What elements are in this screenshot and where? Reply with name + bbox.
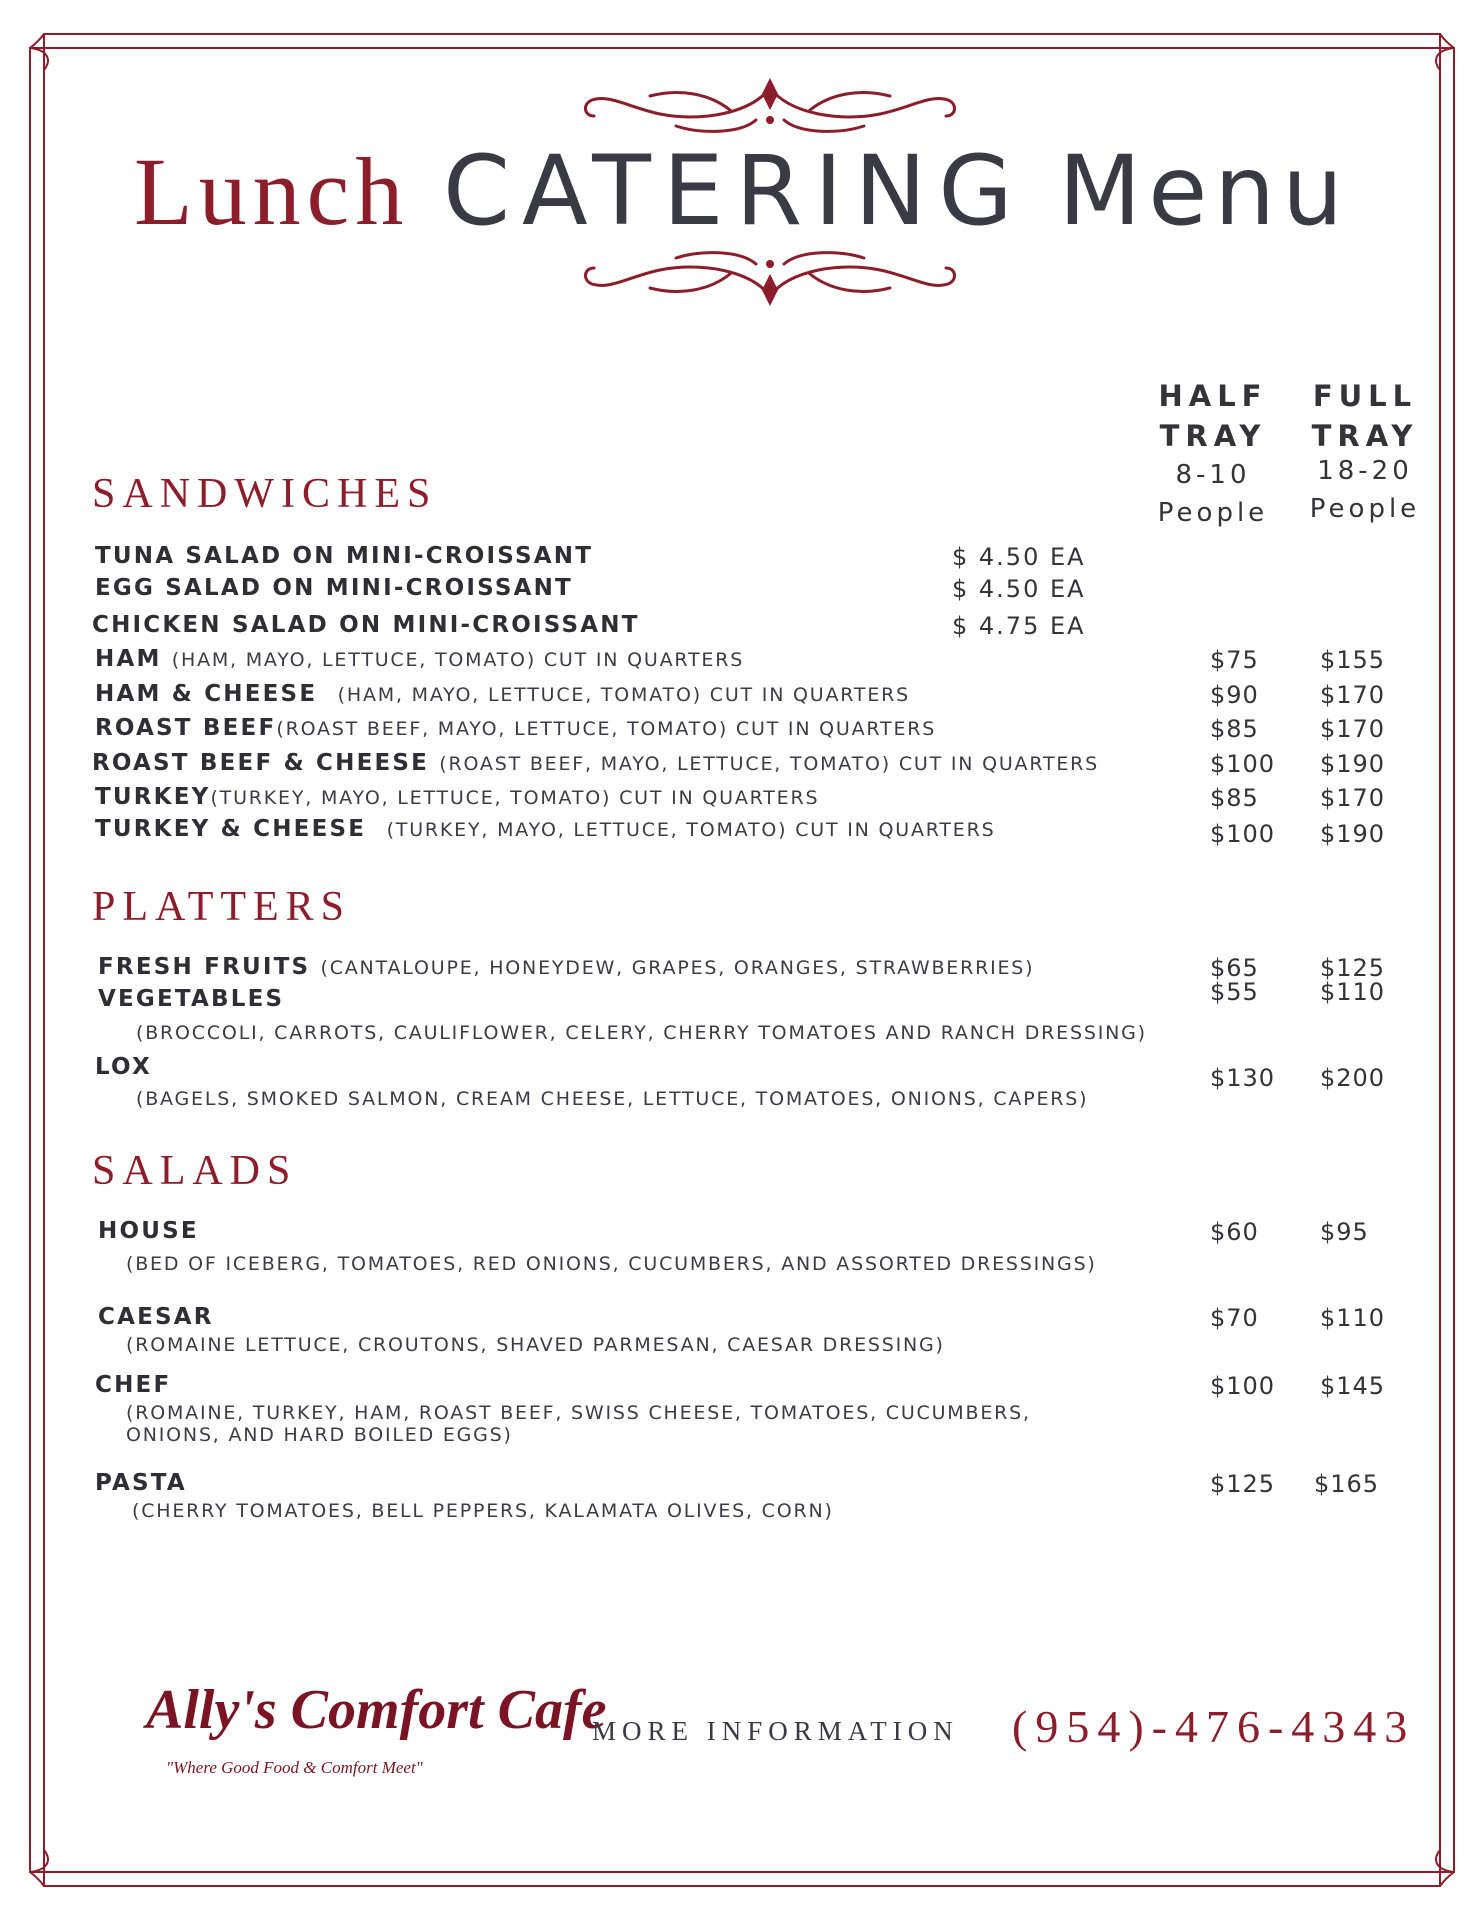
item-name: VEGETABLES <box>98 986 285 1012</box>
page-title <box>0 135 1484 247</box>
item-name: CHEF <box>95 1372 172 1398</box>
item-description: (CANTALOUPE, HONEYDEW, GRAPES, ORANGES, STRAWBERRIES) <box>320 957 1035 979</box>
title-word-lunch: Lunch <box>134 138 410 245</box>
menu-item <box>0 1372 1484 1402</box>
item-name: HOUSE <box>98 1218 199 1244</box>
item-description: (ROMAINE LETTUCE, CROUTONS, SHAVED PARMESAN, CAESAR DRESSING) <box>126 1334 945 1356</box>
item-price-full: $200 <box>1320 1064 1386 1092</box>
item-description: (HAM, MAYO, LETTUCE, TOMATO) CUT IN QUARTERS <box>337 684 910 706</box>
item-description: (HAM, MAYO, LETTUCE, TOMATO) CUT IN QUARTERS <box>171 649 745 671</box>
menu-item <box>0 978 1484 1016</box>
menu-item <box>0 575 1484 605</box>
item-name: CAESAR <box>98 1304 214 1330</box>
phone-number[interactable]: (954)-476-4343 <box>1012 1701 1416 1752</box>
menu-item <box>0 1054 1484 1092</box>
logo-tagline: "Where Good Food & Comfort Meet" <box>166 1758 423 1777</box>
item-description: (BED OF ICEBERG, TOMATOES, RED ONIONS, CUCUMBERS, AND ASSORTED DRESSINGS) <box>126 1253 1097 1275</box>
item-description-line2: ONIONS, AND HARD BOILED EGGS) <box>126 1424 513 1446</box>
item-price-half: $85 <box>1210 784 1259 812</box>
menu-item <box>0 681 1484 711</box>
ornament-top-icon <box>580 74 960 138</box>
item-name: ROAST BEEF & CHEESE <box>92 750 430 776</box>
item-price-full: $95 <box>1320 1218 1369 1246</box>
item-price-each: $ 4.50 EA <box>952 575 1086 603</box>
menu-item <box>0 646 1484 676</box>
item-price-half: $100 <box>1210 750 1276 778</box>
item-description: (TURKEY, MAYO, LETTUCE, TOMATO) CUT IN QUARTERS <box>210 787 820 809</box>
item-name: FRESH FRUITS <box>98 954 311 980</box>
item-price-half: $65 <box>1210 954 1259 982</box>
menu-item <box>0 750 1484 780</box>
logo-name: Ally's Comfort Cafe <box>146 1679 607 1741</box>
item-name: TURKEY <box>95 784 211 810</box>
item-description: (ROAST BEEF, MAYO, LETTUCE, TOMATO) CUT IN QUARTERS <box>439 753 1100 775</box>
more-information-label: MORE INFORMATION <box>592 1716 959 1746</box>
section-title-salads: SALADS <box>92 1148 298 1194</box>
item-name: HAM & CHEESE <box>95 681 318 707</box>
item-price-half: $85 <box>1210 715 1259 743</box>
item-price-full: $110 <box>1320 1304 1386 1332</box>
item-price-full: $170 <box>1320 681 1386 709</box>
half-tray-line1: HALF <box>1158 379 1268 413</box>
item-description: (BROCCOLI, CARROTS, CAULIFLOWER, CELERY, CHERRY TOMATOES AND RANCH DRESSING) <box>136 1022 1147 1044</box>
item-price-half: $130 <box>1210 1064 1276 1092</box>
item-description: (CHERRY TOMATOES, BELL PEPPERS, KALAMATA OLIVES, CORN) <box>132 1500 834 1522</box>
menu-item <box>0 612 1484 642</box>
item-name: TURKEY & CHEESE <box>95 816 367 842</box>
item-description-line1: (ROMAINE, TURKEY, HAM, ROAST BEEF, SWISS CHEESE, TOMATOES, CUCUMBERS, <box>126 1402 1031 1424</box>
item-name: PASTA <box>95 1470 187 1496</box>
menu-item <box>0 1470 1484 1500</box>
item-price-full: $110 <box>1320 978 1386 1006</box>
item-price-half: $125 <box>1210 1470 1276 1498</box>
item-price-full: $170 <box>1320 715 1386 743</box>
section-title-sandwiches: SANDWICHES <box>92 471 438 517</box>
menu-item <box>0 816 1484 846</box>
item-name: ROAST BEEF <box>95 715 277 741</box>
full-tray-people-label: People <box>1309 494 1421 524</box>
item-price-half: $75 <box>1210 646 1259 674</box>
column-header-half-tray <box>1138 376 1288 532</box>
item-price-half: $90 <box>1210 681 1259 709</box>
half-tray-people-count: 8-10 <box>1175 460 1251 490</box>
item-price-each: $ 4.75 EA <box>952 612 1086 640</box>
full-tray-line1: FULL <box>1312 379 1418 413</box>
item-price-full: $125 <box>1320 954 1386 982</box>
item-price-full: $170 <box>1320 784 1386 812</box>
item-price-half: $60 <box>1210 1218 1259 1246</box>
full-tray-people-count: 18-20 <box>1317 456 1413 486</box>
item-description: (BAGELS, SMOKED SALMON, CREAM CHEESE, LETTUCE, TOMATOES, ONIONS, CAPERS) <box>136 1088 1089 1110</box>
item-name: EGG SALAD ON MINI-CROISSANT <box>95 575 573 601</box>
section-title-platters: PLATTERS <box>92 884 352 930</box>
menu-item <box>0 1218 1484 1248</box>
menu-item <box>0 784 1484 814</box>
menu-item <box>0 543 1484 573</box>
item-price-half: $100 <box>1210 1372 1276 1400</box>
item-price-full: $190 <box>1320 820 1386 848</box>
ornament-bottom-icon <box>580 246 960 310</box>
menu-item <box>0 1304 1484 1334</box>
item-name: LOX <box>95 1054 152 1080</box>
item-name: HAM <box>95 646 162 672</box>
menu-item <box>0 954 1484 984</box>
cafe-logo <box>130 1678 607 1798</box>
half-tray-people-label: People <box>1157 498 1269 528</box>
menu-item <box>0 715 1484 745</box>
item-price-half: $100 <box>1210 820 1276 848</box>
full-tray-line2: TRAY <box>1311 419 1419 453</box>
item-description: (ROAST BEEF, MAYO, LETTUCE, TOMATO) CUT IN QUARTERS <box>276 718 937 740</box>
item-price-full: $155 <box>1320 646 1386 674</box>
item-price-half: $70 <box>1210 1304 1259 1332</box>
item-price-each: $ 4.50 EA <box>952 543 1086 571</box>
item-description: (TURKEY, MAYO, LETTUCE, TOMATO) CUT IN QUARTERS <box>386 819 996 841</box>
title-word-catering: CATERING <box>442 135 1025 247</box>
item-price-half: $55 <box>1210 978 1259 1006</box>
half-tray-line2: TRAY <box>1159 419 1267 453</box>
item-name: TUNA SALAD ON MINI-CROISSANT <box>95 543 594 569</box>
item-name: CHICKEN SALAD ON MINI-CROISSANT <box>92 612 640 638</box>
item-price-full: $145 <box>1320 1372 1386 1400</box>
item-price-full: $165 <box>1314 1470 1380 1498</box>
item-price-full: $190 <box>1320 750 1386 778</box>
title-word-menu: Menu <box>1058 135 1350 247</box>
column-header-full-tray <box>1290 376 1440 528</box>
